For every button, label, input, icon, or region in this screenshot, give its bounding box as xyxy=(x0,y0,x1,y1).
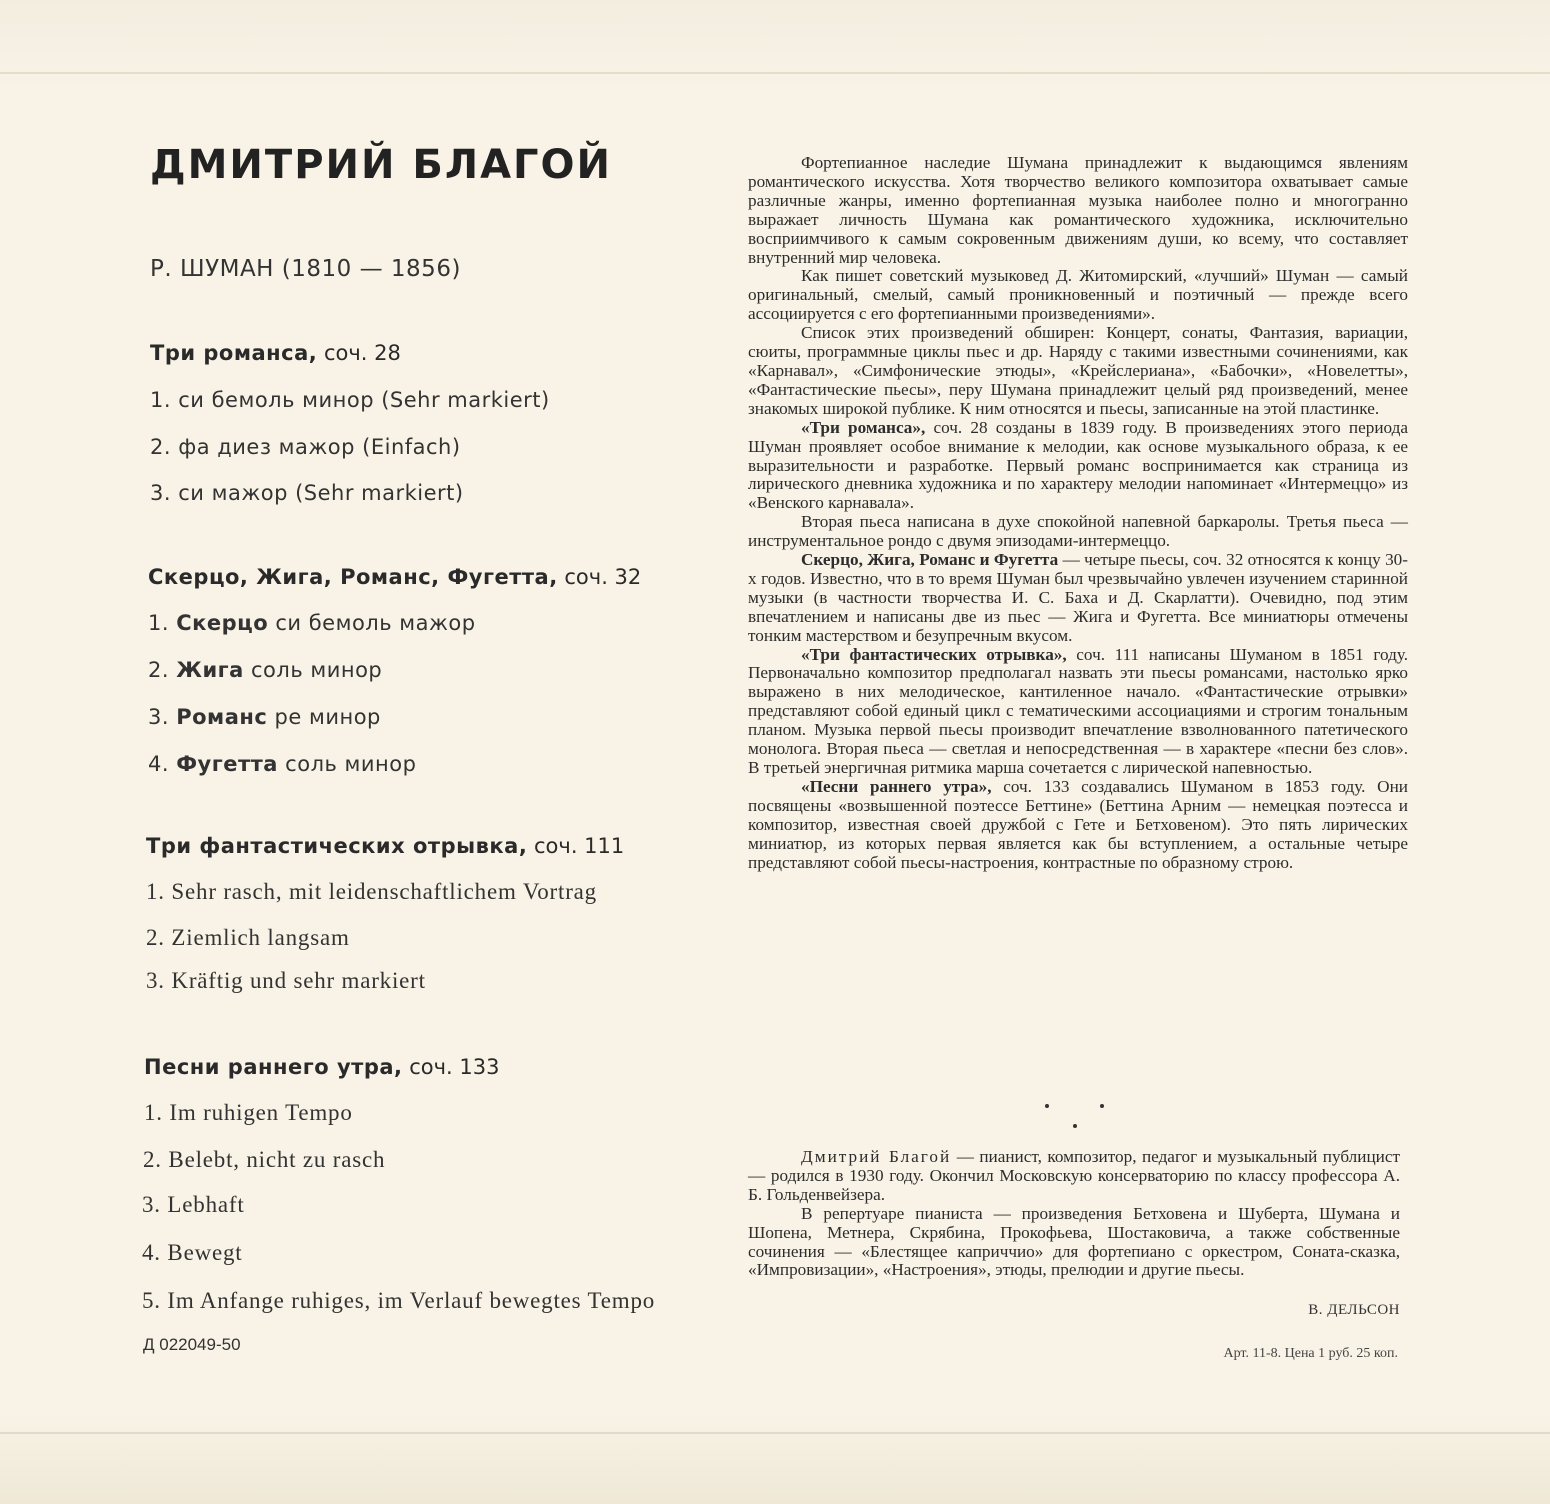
bio-paragraph: В репертуаре пианиста — произведения Бетховена и Шуберта, Шумана и Шопена, Метнера, Скрябина, Прокофьева, Шостаковича, а также собственные сочинения — «Блестящее каприччио» для фортепиано с оркестром, Соната-сказка, «Импровизации», «Настроения», этюды, прелюдии и другие пьесы. xyxy=(748,1203,1400,1280)
track-item: 1. Sehr rasch, mit leidenschaftlichem Vortrag xyxy=(146,879,597,904)
track-item: 3. Романс ре минор xyxy=(148,705,381,729)
work-title: Три романса, соч. 28 xyxy=(150,341,401,365)
performer-bio xyxy=(748,1148,1400,1280)
notes-paragraph: Фортепианное наследие Шумана принадлежит к выдающимся явлениям романтического искусства. Хотя творчество великого композитора охватывает самые различные жанры, именно фортепианная музыка наиболее полно и многогранно выражает личность Шумана как романтического художника, исключительно восприимчивого к самым сокровенным движениям души, ко всему, что составляет внутренний мир человека. xyxy=(748,153,1408,267)
track-item: 3. си мажор (Sehr markiert) xyxy=(150,481,464,505)
track-item: 2. фа диез мажор (Einfach) xyxy=(150,435,461,459)
track-item: 1. си бемоль минор (Sehr markiert) xyxy=(150,388,550,412)
track-item: 5. Im Anfange ruhiges, im Verlauf bewegtes Tempo xyxy=(142,1288,656,1313)
work-title: Скерцо, Жига, Романс, Фугетта, соч. 32 xyxy=(148,565,642,589)
notes-paragraph: «Три фантастических отрывка», соч. 111 написаны Шуманом в 1851 году. Первоначально композитор предполагал назвать эти пьесы романсами, настолько ярко выражено в них мелодическое, кантиленное начало. «Фантастические отрывки» представляют собой единый цикл с тематическими ассоциациями и строгим тональным планом. Музыка первой пьесы производит впечатление взволнованного патетического монолога. Вторая пьеса — светлая и непосредственная — в характере «песни без слов». В третьей энергичная ритмика марша сочетается с лирической напевностью. xyxy=(748,644,1408,777)
notes-author: В. ДЕЛЬСОН xyxy=(1308,1302,1400,1318)
track-item: 2. Belebt, nicht zu rasch xyxy=(143,1147,386,1172)
track-item: 4. Фугетта соль минор xyxy=(148,752,417,776)
asterism-divider xyxy=(1030,1098,1120,1138)
track-item: 2. Жига соль минор xyxy=(148,658,383,682)
price-line: Арт. 11-8. Цена 1 руб. 25 коп. xyxy=(1223,1346,1398,1361)
liner-notes xyxy=(748,154,1408,872)
notes-paragraph: «Три романса», соч. 28 созданы в 1839 году. В произведениях этого периода Шуман проявляет особое внимание к мелодии, как основе музыкального образа, к ее выразительности и разработке. Первый романс воспринимается как страница из лирического дневника художника и по характеру мелодии напоминает «Интермеццо» из «Венского карнавала». xyxy=(748,417,1408,513)
track-item: 2. Ziemlich langsam xyxy=(146,925,350,950)
work-title: Песни раннего утра, соч. 133 xyxy=(144,1055,500,1079)
composer-heading: Р. ШУМАН (1810 — 1856) xyxy=(150,256,461,282)
notes-paragraph: «Песни раннего утра», соч. 133 создавались Шуманом в 1853 году. Они посвящены «возвышенной поэтессе Беттине» (Беттина Арним — немецкая поэтесса и композитор, известная своей дружбой с Гете и Бетховеном). Это пять лирических миниатюр, из которых первая является как бы вступлением, а остальные четыре представляют собой пьесы-настроения, контрастные по образному строю. xyxy=(748,776,1408,872)
notes-paragraph: Вторая пьеса написана в духе спокойной напевной баркаролы. Третья пьеса — инструментальное рондо с двумя эпизодами-интермеццо. xyxy=(748,512,1408,551)
track-item: 3. Kräftig und sehr markiert xyxy=(146,968,426,993)
track-item: 4. Bewegt xyxy=(142,1240,243,1265)
notes-paragraph: Список этих произведений обширен: Концерт, сонаты, Фантазия, вариации, сюиты, программные циклы пьес и др. Наряду с такими известными сочинениями, как «Карнавал», «Симфонические этюды», «Крейслериана», «Бабочки», «Новелетты», «Фантастические пьесы», перу Шумана принадлежит целый ряд произведений, менее знакомых широкой публике. К ним относятся и пьесы, записанные на этой пластинке. xyxy=(748,323,1408,418)
asterism-dot xyxy=(1073,1124,1077,1128)
track-item: 1. Im ruhigen Tempo xyxy=(144,1100,353,1125)
asterism-dot xyxy=(1100,1104,1104,1108)
catalog-number: Д 022049-50 xyxy=(143,1335,241,1354)
track-listing xyxy=(0,0,720,1504)
bio-paragraph: Дмитрий Благой — пианист, композитор, педагог и музыкальный публицист — родился в 1930 году. Окончил Московскую консерваторию по классу профессора А. Б. Гольденвейзера. xyxy=(748,1147,1400,1204)
asterism-dot xyxy=(1045,1104,1049,1108)
notes-paragraph: Скерцо, Жига, Романс и Фугетта — четыре пьесы, соч. 32 относятся к концу 30-х годов. Известно, что в то время Шуман был чрезвычайно увлечен изучением старинной музыки (в частности творчества И. С. Баха и Д. Скарлатти). Очевидно, под этим впечатлением и написаны две из пьес — Жига и Фугетта. Все миниатюры отмечены тонким мастерством и безупречным вкусом. xyxy=(748,550,1408,645)
notes-paragraph: Как пишет советский музыковед Д. Житомирский, «лучший» Шуман — самый оригинальный, смелый, самый проникновенный и поэтичный — прежде всего ассоциируется с его фортепианными произведениями». xyxy=(748,266,1408,324)
track-item: 3. Lebhaft xyxy=(142,1192,245,1217)
track-item: 1. Скерцо си бемоль мажор xyxy=(148,611,476,635)
work-title: Три фантастических отрывка, соч. 111 xyxy=(146,834,625,858)
performer-title: ДМИТРИЙ БЛАГОЙ xyxy=(150,142,613,188)
